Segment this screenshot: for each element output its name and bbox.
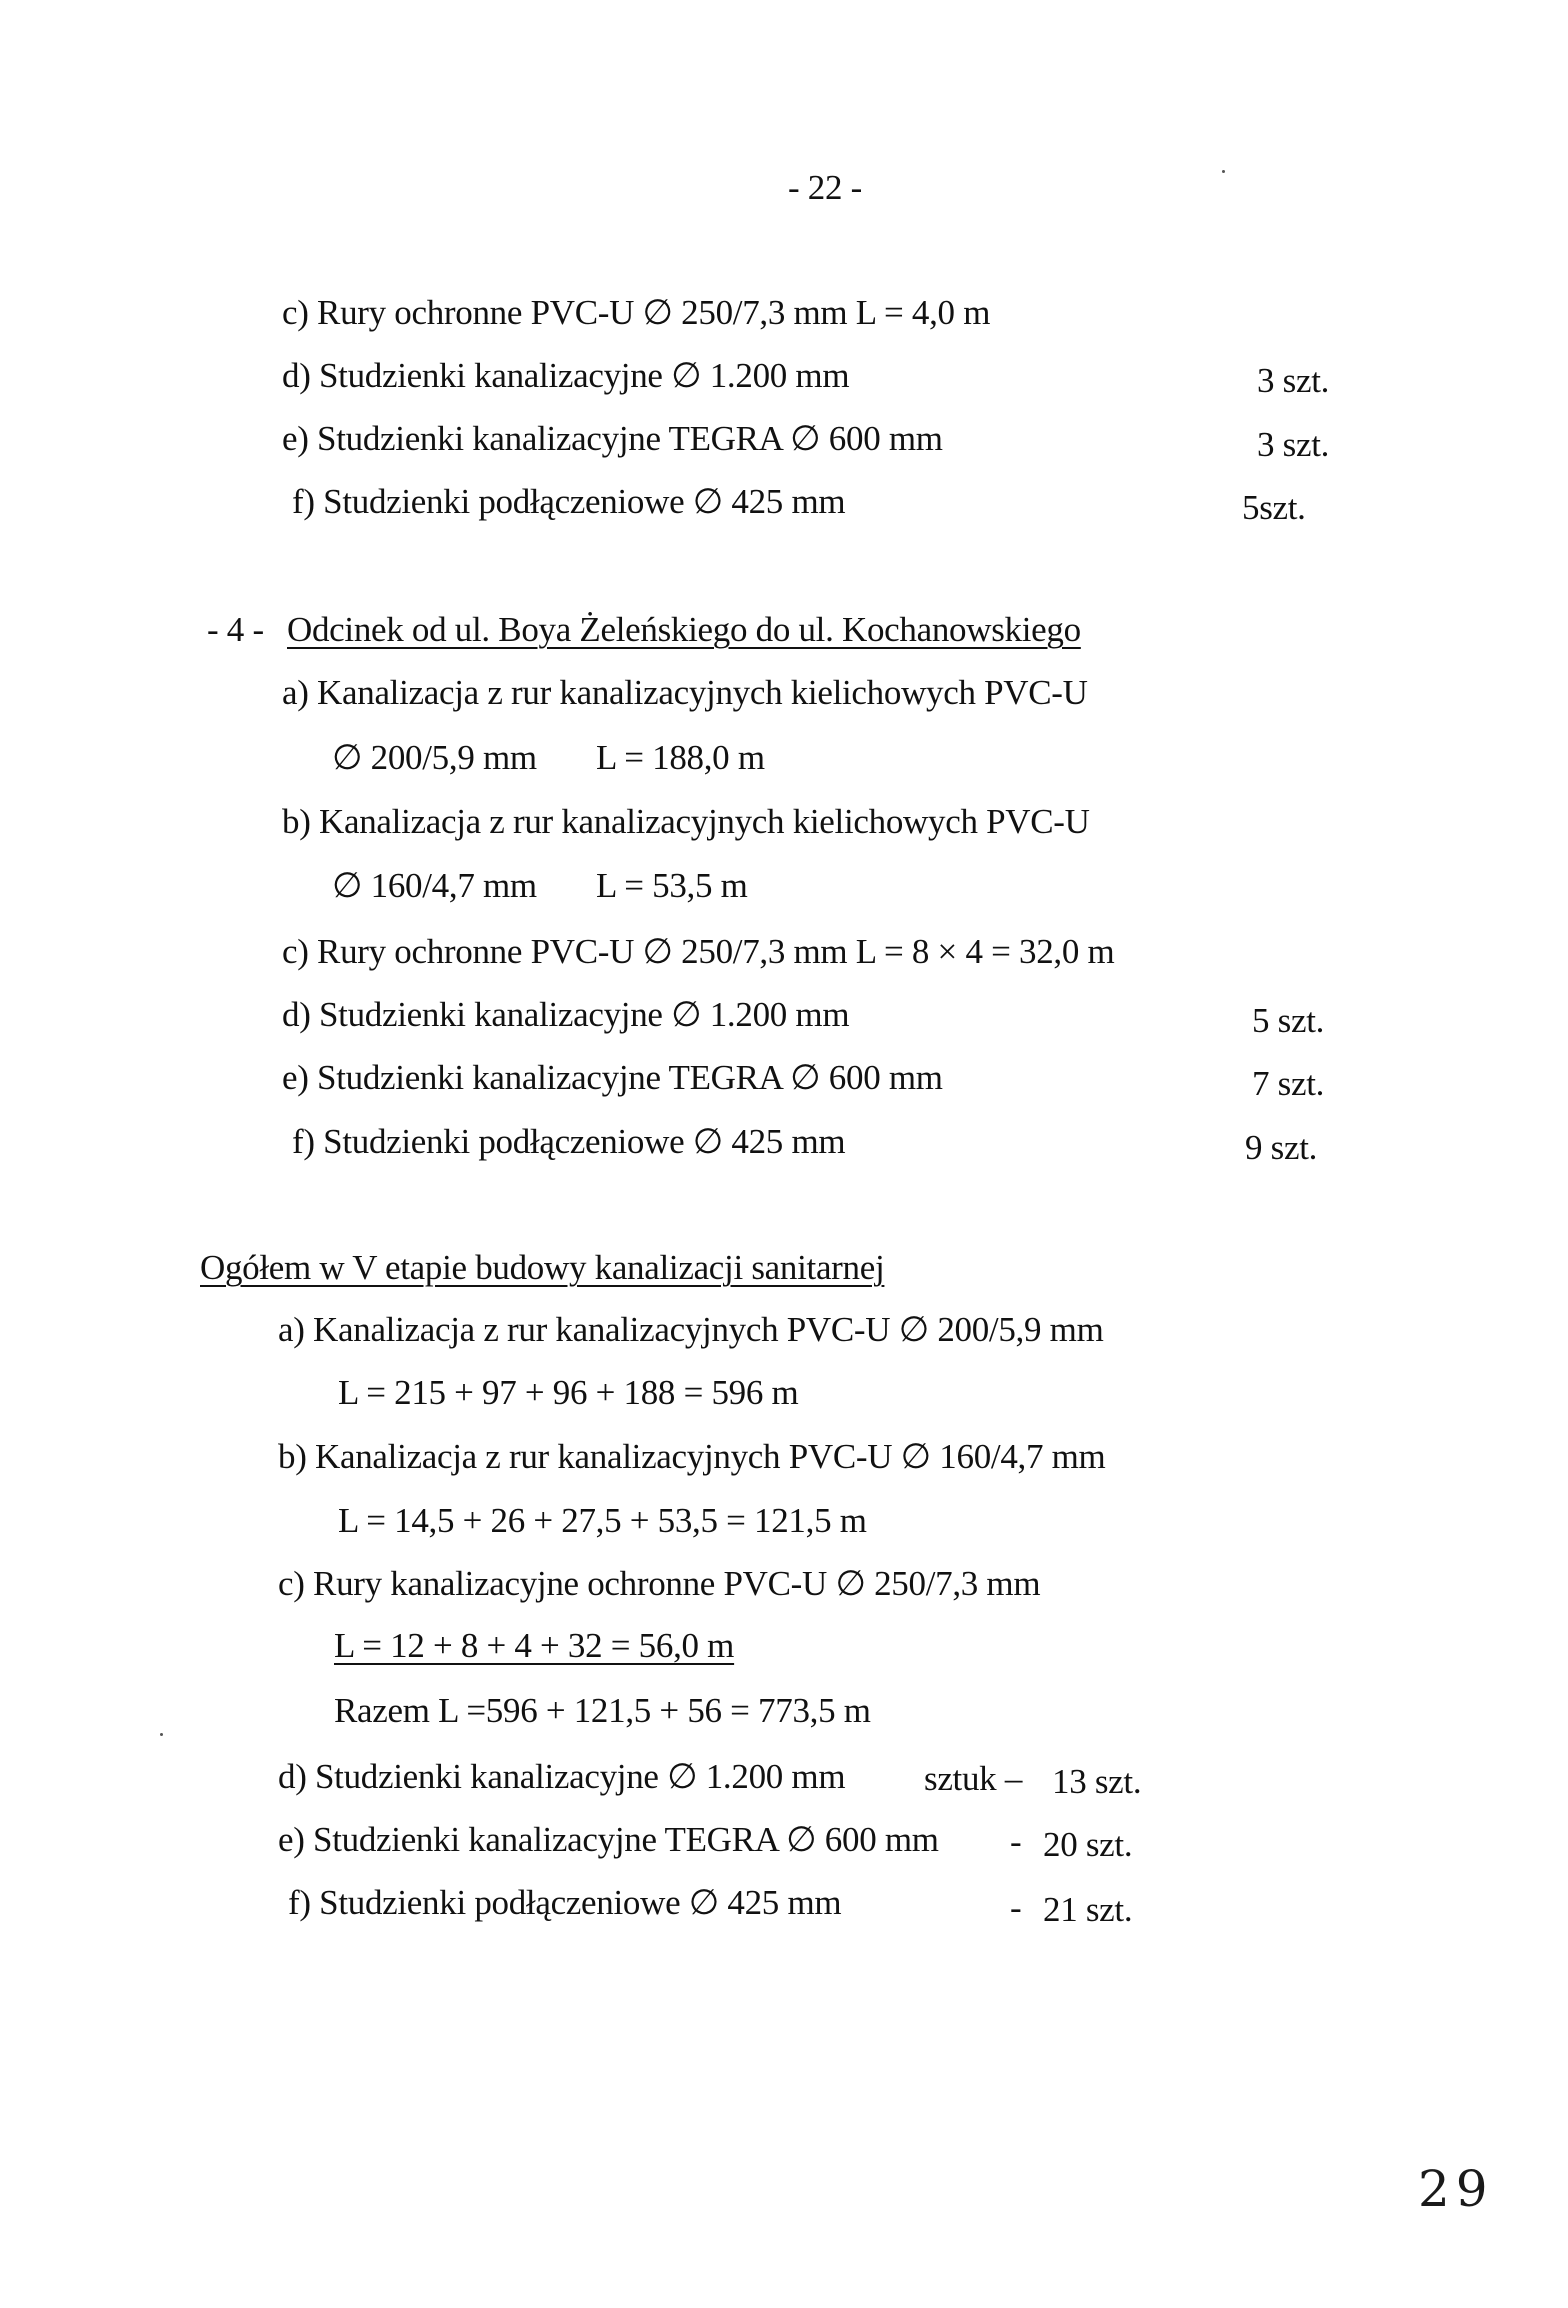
list-item-e: e) Studzienki kanalizacyjne TEGRA ∅ 600 mm — [282, 1058, 943, 1097]
list-item-f: f) Studzienki podłączeniowe ∅ 425 mm — [292, 1122, 846, 1161]
summary-title: Ogółem w V etapie budowy kanalizacji sanitarnej — [200, 1248, 885, 1287]
summary-item-b-length: L = 14,5 + 26 + 27,5 + 53,5 = 121,5 m — [338, 1501, 867, 1540]
summary-item-d-quantity: 13 szt. — [1052, 1762, 1142, 1801]
summary-item-b: b) Kanalizacja z rur kanalizacyjnych PVC-U ∅ 160/4,7 mm — [278, 1437, 1106, 1476]
scan-speck — [160, 1733, 163, 1736]
quantity-e: 7 szt. — [1252, 1064, 1325, 1103]
summary-item-c: c) Rury kanalizacyjne ochronne PVC-U ∅ 250/7,3 mm — [278, 1564, 1041, 1603]
list-item-a-dimension: ∅ 200/5,9 mm — [332, 738, 537, 777]
summary-item-e-quantity: 20 szt. — [1043, 1825, 1133, 1864]
quantity-d: 5 szt. — [1252, 1001, 1325, 1040]
summary-item-a: a) Kanalizacja z rur kanalizacyjnych PVC-U ∅ 200/5,9 mm — [278, 1310, 1104, 1349]
summary-item-e: e) Studzienki kanalizacyjne TEGRA ∅ 600 mm — [278, 1820, 939, 1859]
quantity-d: 3 szt. — [1257, 361, 1330, 400]
summary-item-f: f) Studzienki podłączeniowe ∅ 425 mm — [288, 1883, 842, 1922]
list-item-c: c) Rury ochronne PVC-U ∅ 250/7,3 mm L = 8 × 4 = 32,0 m — [282, 932, 1115, 971]
list-item-a: a) Kanalizacja z rur kanalizacyjnych kielichowych PVC-U — [282, 673, 1088, 712]
summary-item-f-quantity: 21 szt. — [1043, 1890, 1133, 1929]
list-item-f: f) Studzienki podłączeniowe ∅ 425 mm — [292, 482, 846, 521]
summary-item-d-unit: sztuk – — [924, 1759, 1023, 1798]
summary-item-c-length: L = 12 + 8 + 4 + 32 = 56,0 m — [334, 1626, 735, 1665]
summary-item-e-dash: - — [1010, 1822, 1022, 1861]
list-item-b-dimension: ∅ 160/4,7 mm — [332, 866, 537, 905]
section-title: Odcinek od ul. Boya Żeleńskiego do ul. Kochanowskiego — [287, 610, 1081, 649]
list-item-d: d) Studzienki kanalizacyjne ∅ 1.200 mm — [282, 356, 850, 395]
list-item-b-length: L = 53,5 m — [596, 866, 748, 905]
quantity-e: 3 szt. — [1257, 425, 1330, 464]
list-item-a-length: L = 188,0 m — [596, 738, 765, 777]
list-item-c: c) Rury ochronne PVC-U ∅ 250/7,3 mm L = 4,0 m — [282, 293, 991, 332]
list-item-e: e) Studzienki kanalizacyjne TEGRA ∅ 600 mm — [282, 419, 943, 458]
summary-item-d: d) Studzienki kanalizacyjne ∅ 1.200 mm — [278, 1757, 846, 1796]
quantity-f: 5szt. — [1242, 488, 1306, 527]
list-item-d: d) Studzienki kanalizacyjne ∅ 1.200 mm — [282, 995, 850, 1034]
summary-total: Razem L =596 + 121,5 + 56 = 773,5 m — [334, 1691, 871, 1730]
list-item-b: b) Kanalizacja z rur kanalizacyjnych kielichowych PVC-U — [282, 802, 1090, 841]
page-number: - 22 - — [788, 168, 863, 207]
section-number: - 4 - — [207, 610, 264, 649]
summary-item-a-length: L = 215 + 97 + 96 + 188 = 596 m — [338, 1373, 799, 1412]
quantity-f: 9 szt. — [1245, 1128, 1318, 1167]
summary-item-f-dash: - — [1010, 1888, 1022, 1927]
stamped-page-number: 29 — [1418, 2160, 1494, 2218]
scan-speck — [1222, 170, 1225, 173]
